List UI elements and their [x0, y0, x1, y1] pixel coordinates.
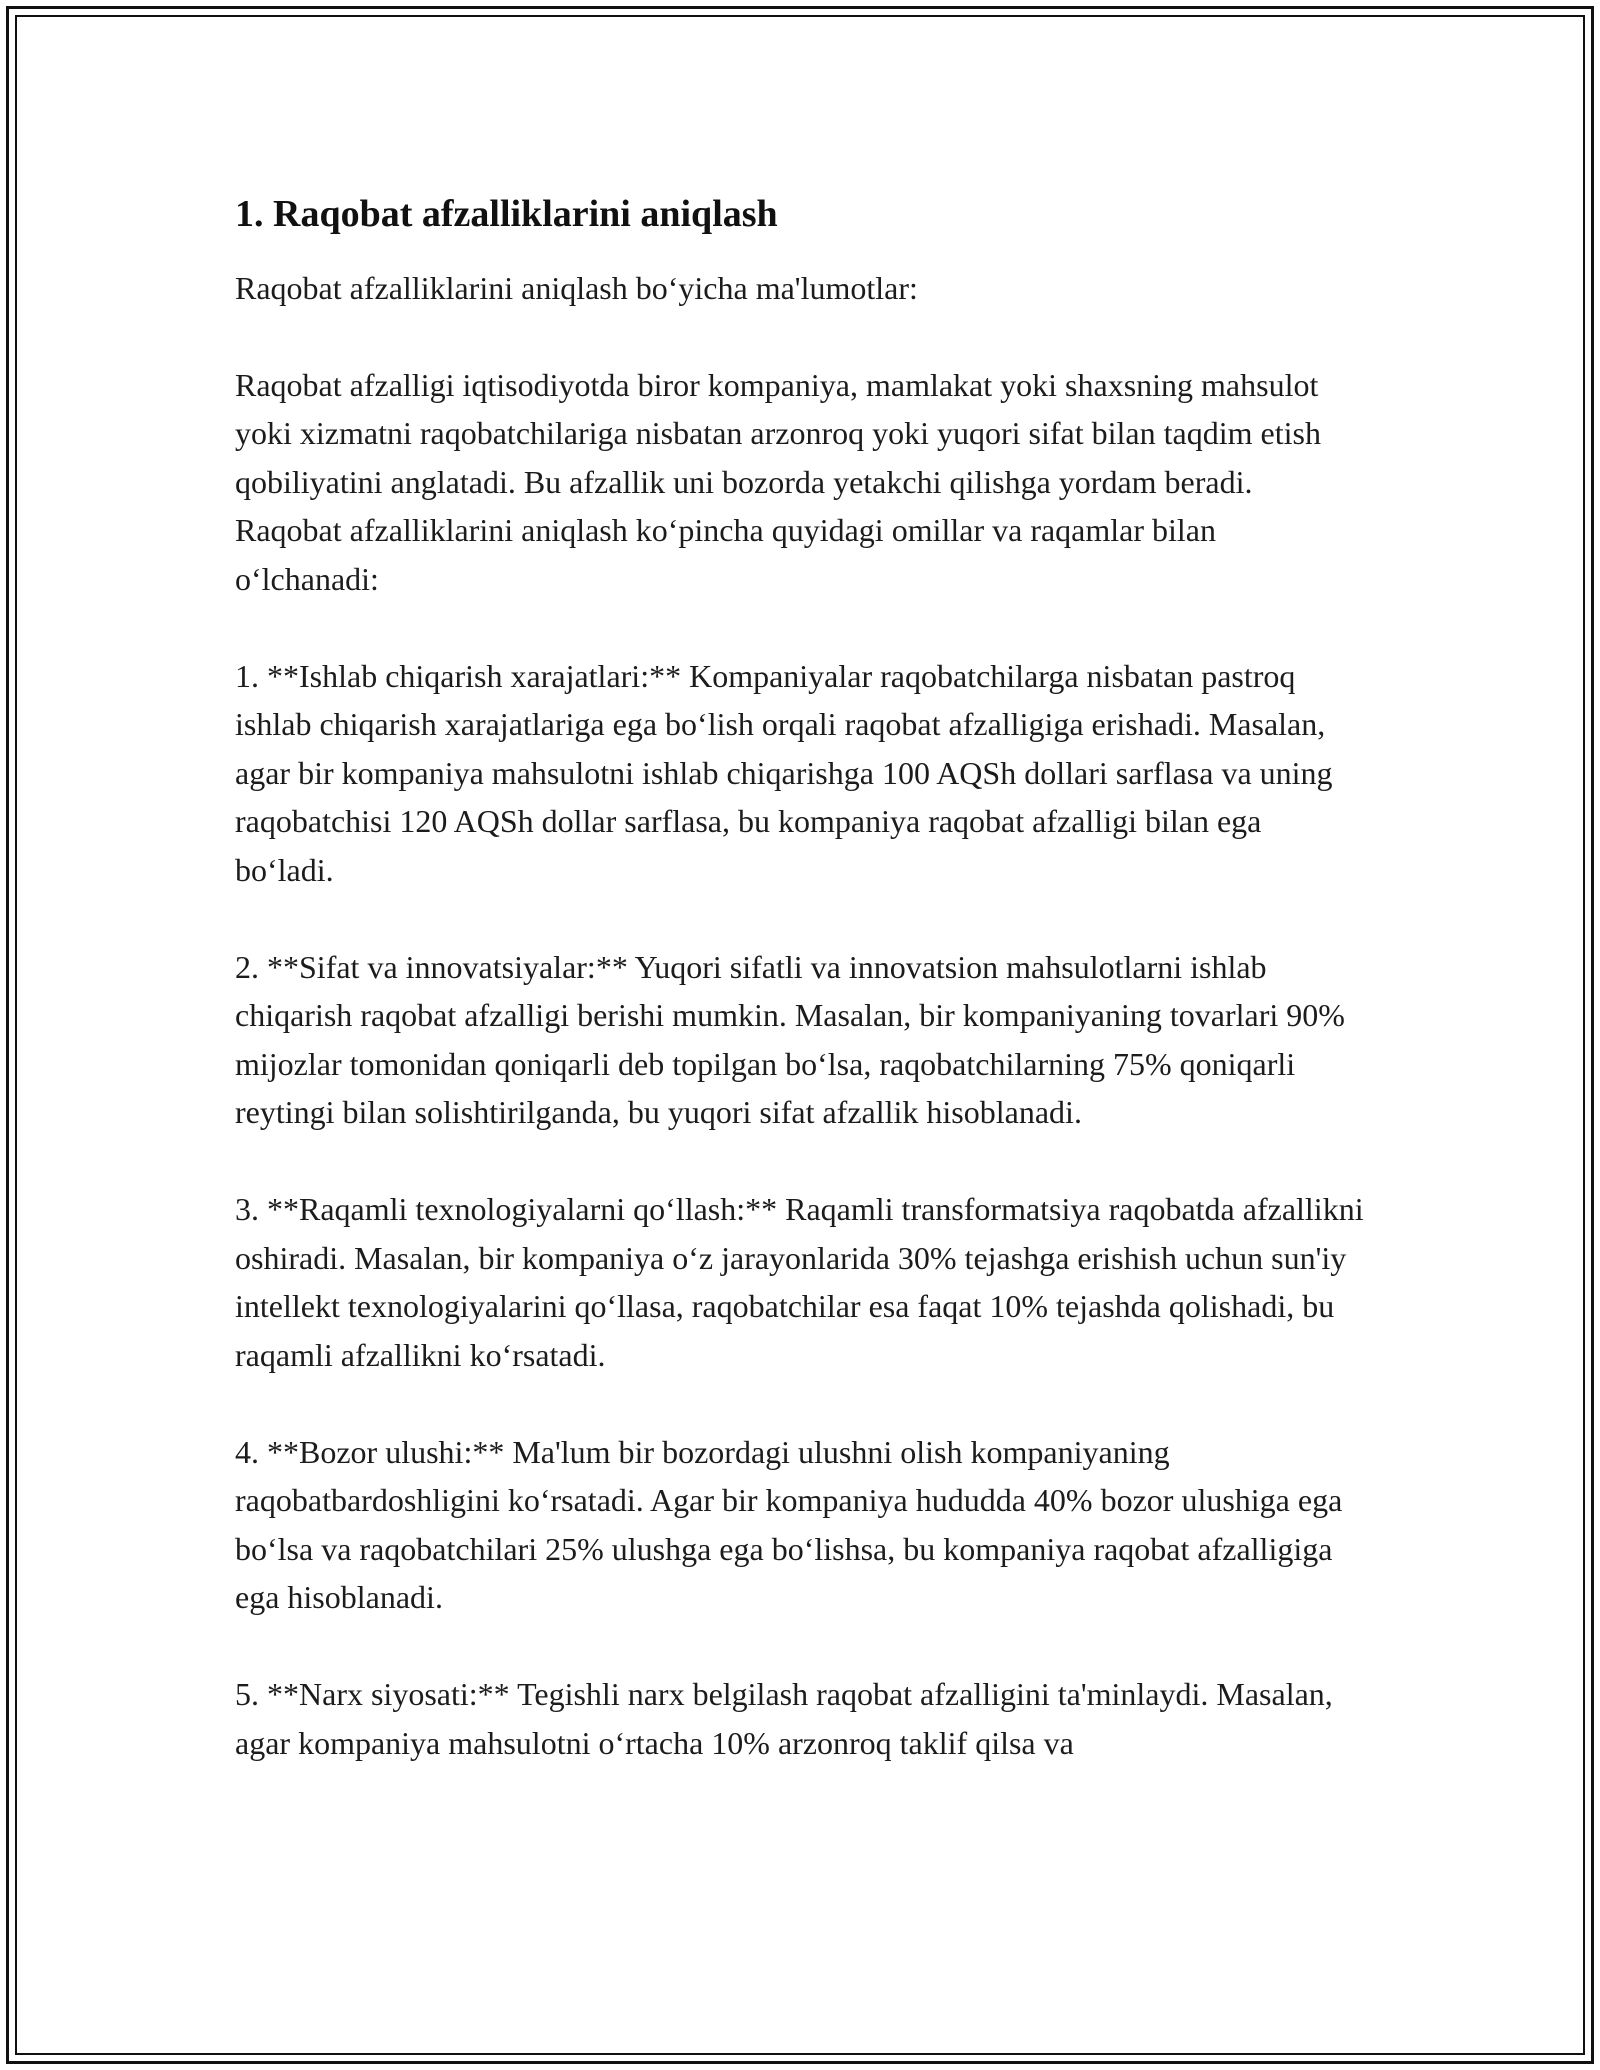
list-item-digital-technologies: 3. **Raqamli texnologiyalarni qo‘llash:** Raqamli transformatsiya raqobatda afzallikni oshiradi. Masalan, bir kompaniya o‘z jarayonlarida 30% tejashga erishish uchun sun'iy intellekt texnologiyalarini qo‘llasa, raqobatchilar esa faqat 10% tejashda qolishadi, bu raqamli afzallikni ko‘rsatadi. [235, 1191, 1364, 1373]
section-heading: 1. Raqobat afzalliklarini aniqlash [235, 193, 778, 235]
list-item-market-share: 4. **Bozor ulushi:** Ma'lum bir bozordagi ulushni olish kompaniyaning raqobatbardoshligini ko‘rsatadi. Agar bir kompaniya hududda 40% bozor ulushiga ega bo‘lsa va raqobatchilari 25% ulushga ega bo‘lishsa, bu kompaniya raqobat afzalligiga ega hisoblanadi. [235, 1433, 1343, 1615]
list-item-quality-innovation: 2. **Sifat va innovatsiyalar:** Yuqori sifatli va innovatsion mahsulotlarni ishlab chiqarish raqobat afzalligi berishi mumkin. Masalan, bir kompaniyaning tovarlari 90% mijozlar tomonidan qoniqarli deb topilgan bo‘lsa, raqobatchilarning 75% qoniqarli reytingi bilan solishtirilganda, bu yuqori sifat afzallik hisoblanadi. [235, 948, 1345, 1130]
list-item-pricing-policy: 5. **Narx siyosati:** Tegishli narx belgilash raqobat afzalligini ta'minlaydi. Masalan, agar kompaniya mahsulotni o‘rtacha 10% arzonroq taklif qilsa va [235, 1676, 1333, 1761]
intro-line: Raqobat afzalliklarini aniqlash bo‘yicha ma'lumotlar: [235, 270, 918, 306]
document-body [235, 188, 1365, 1816]
list-item-production-costs: 1. **Ishlab chiqarish xarajatlari:** Kompaniyalar raqobatchilarga nisbatan pastroq ishlab chiqarish xarajatlariga ega bo‘lish orqali raqobat afzalligiga erishadi. Masalan, agar bir kompaniya mahsulotni ishlab chiqarishga 100 AQSh dollari sarflasa va uning raqobatchisi 120 AQSh dollar sarflasa, bu kompaniya raqobat afzalligi bilan ega bo‘ladi. [235, 657, 1333, 888]
definition-paragraph: Raqobat afzalligi iqtisodiyotda biror kompaniya, mamlakat yoki shaxsning mahsulot yoki xizmatni raqobatchilariga nisbatan arzonroq yoki yuqori sifat bilan taqdim etish qobiliyatini anglatadi. Bu afzallik uni bozorda yetakchi qilishga yordam beradi. Raqobat afzalliklarini aniqlash ko‘pincha quyidagi omillar va raqamlar bilan o‘lchanadi: [235, 366, 1321, 597]
